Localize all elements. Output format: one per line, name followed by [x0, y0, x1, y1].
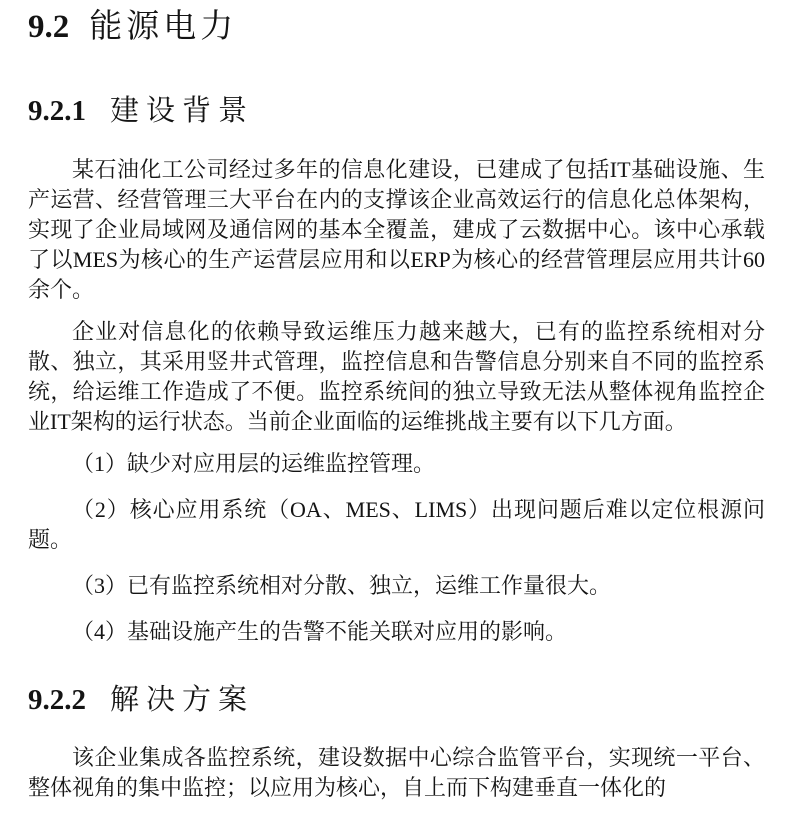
subsection-title: 解决方案 [110, 684, 255, 716]
paragraph-solution-1: 该企业集成各监控系统，建设数据中心综合监管平台，实现统一平台、整体视角的集中监控；以应用为核心，自上而下构建垂直一体化的 [28, 745, 765, 800]
section-heading [28, 6, 765, 48]
subsection-heading-921 [28, 92, 765, 130]
list-item-3: （3）已有监控系统相对分散、独立，运维工作量很大。 [72, 573, 612, 598]
section-number: 9.2 [28, 9, 70, 45]
subsection-title: 建设背景 [110, 95, 255, 127]
paragraph-background-1: 某石油化工公司经过多年的信息化建设，已建成了包括IT基础设施、生产运营、经营管理三大平台在内的支撑该企业高效运行的信息化总体架构，实现了企业局域网及通信网的基本全覆盖，建成了云数据中心。该中心承载了以MES为核心的生产运营层应用和以ERP为核心的经营管理层应用共计60余个。 [28, 157, 765, 302]
paragraph-background-2: 企业对信息化的依赖导致运维压力越来越大，已有的监控系统相对分散、独立，其采用竖井式管理，监控信息和告警信息分别来自不同的监控系统，给运维工作造成了不便。监控系统间的独立导致无法从整体视角监控企业IT架构的运行状态。当前企业面临的运维挑战主要有以下几方面。 [28, 319, 765, 434]
list-item-2: （2）核心应用系统（OA、MES、LIMS）出现问题后难以定位根源问题。 [28, 497, 765, 552]
subsection-number: 9.2.2 [28, 684, 86, 716]
subsection-heading-922 [28, 681, 765, 719]
subsection-number: 9.2.1 [28, 95, 86, 127]
list-item-4: （4）基础设施产生的告警不能关联对应用的影响。 [72, 619, 568, 644]
list-item-1: （1）缺少对应用层的运维监控管理。 [72, 451, 436, 476]
section-title: 能源电力 [89, 9, 238, 45]
